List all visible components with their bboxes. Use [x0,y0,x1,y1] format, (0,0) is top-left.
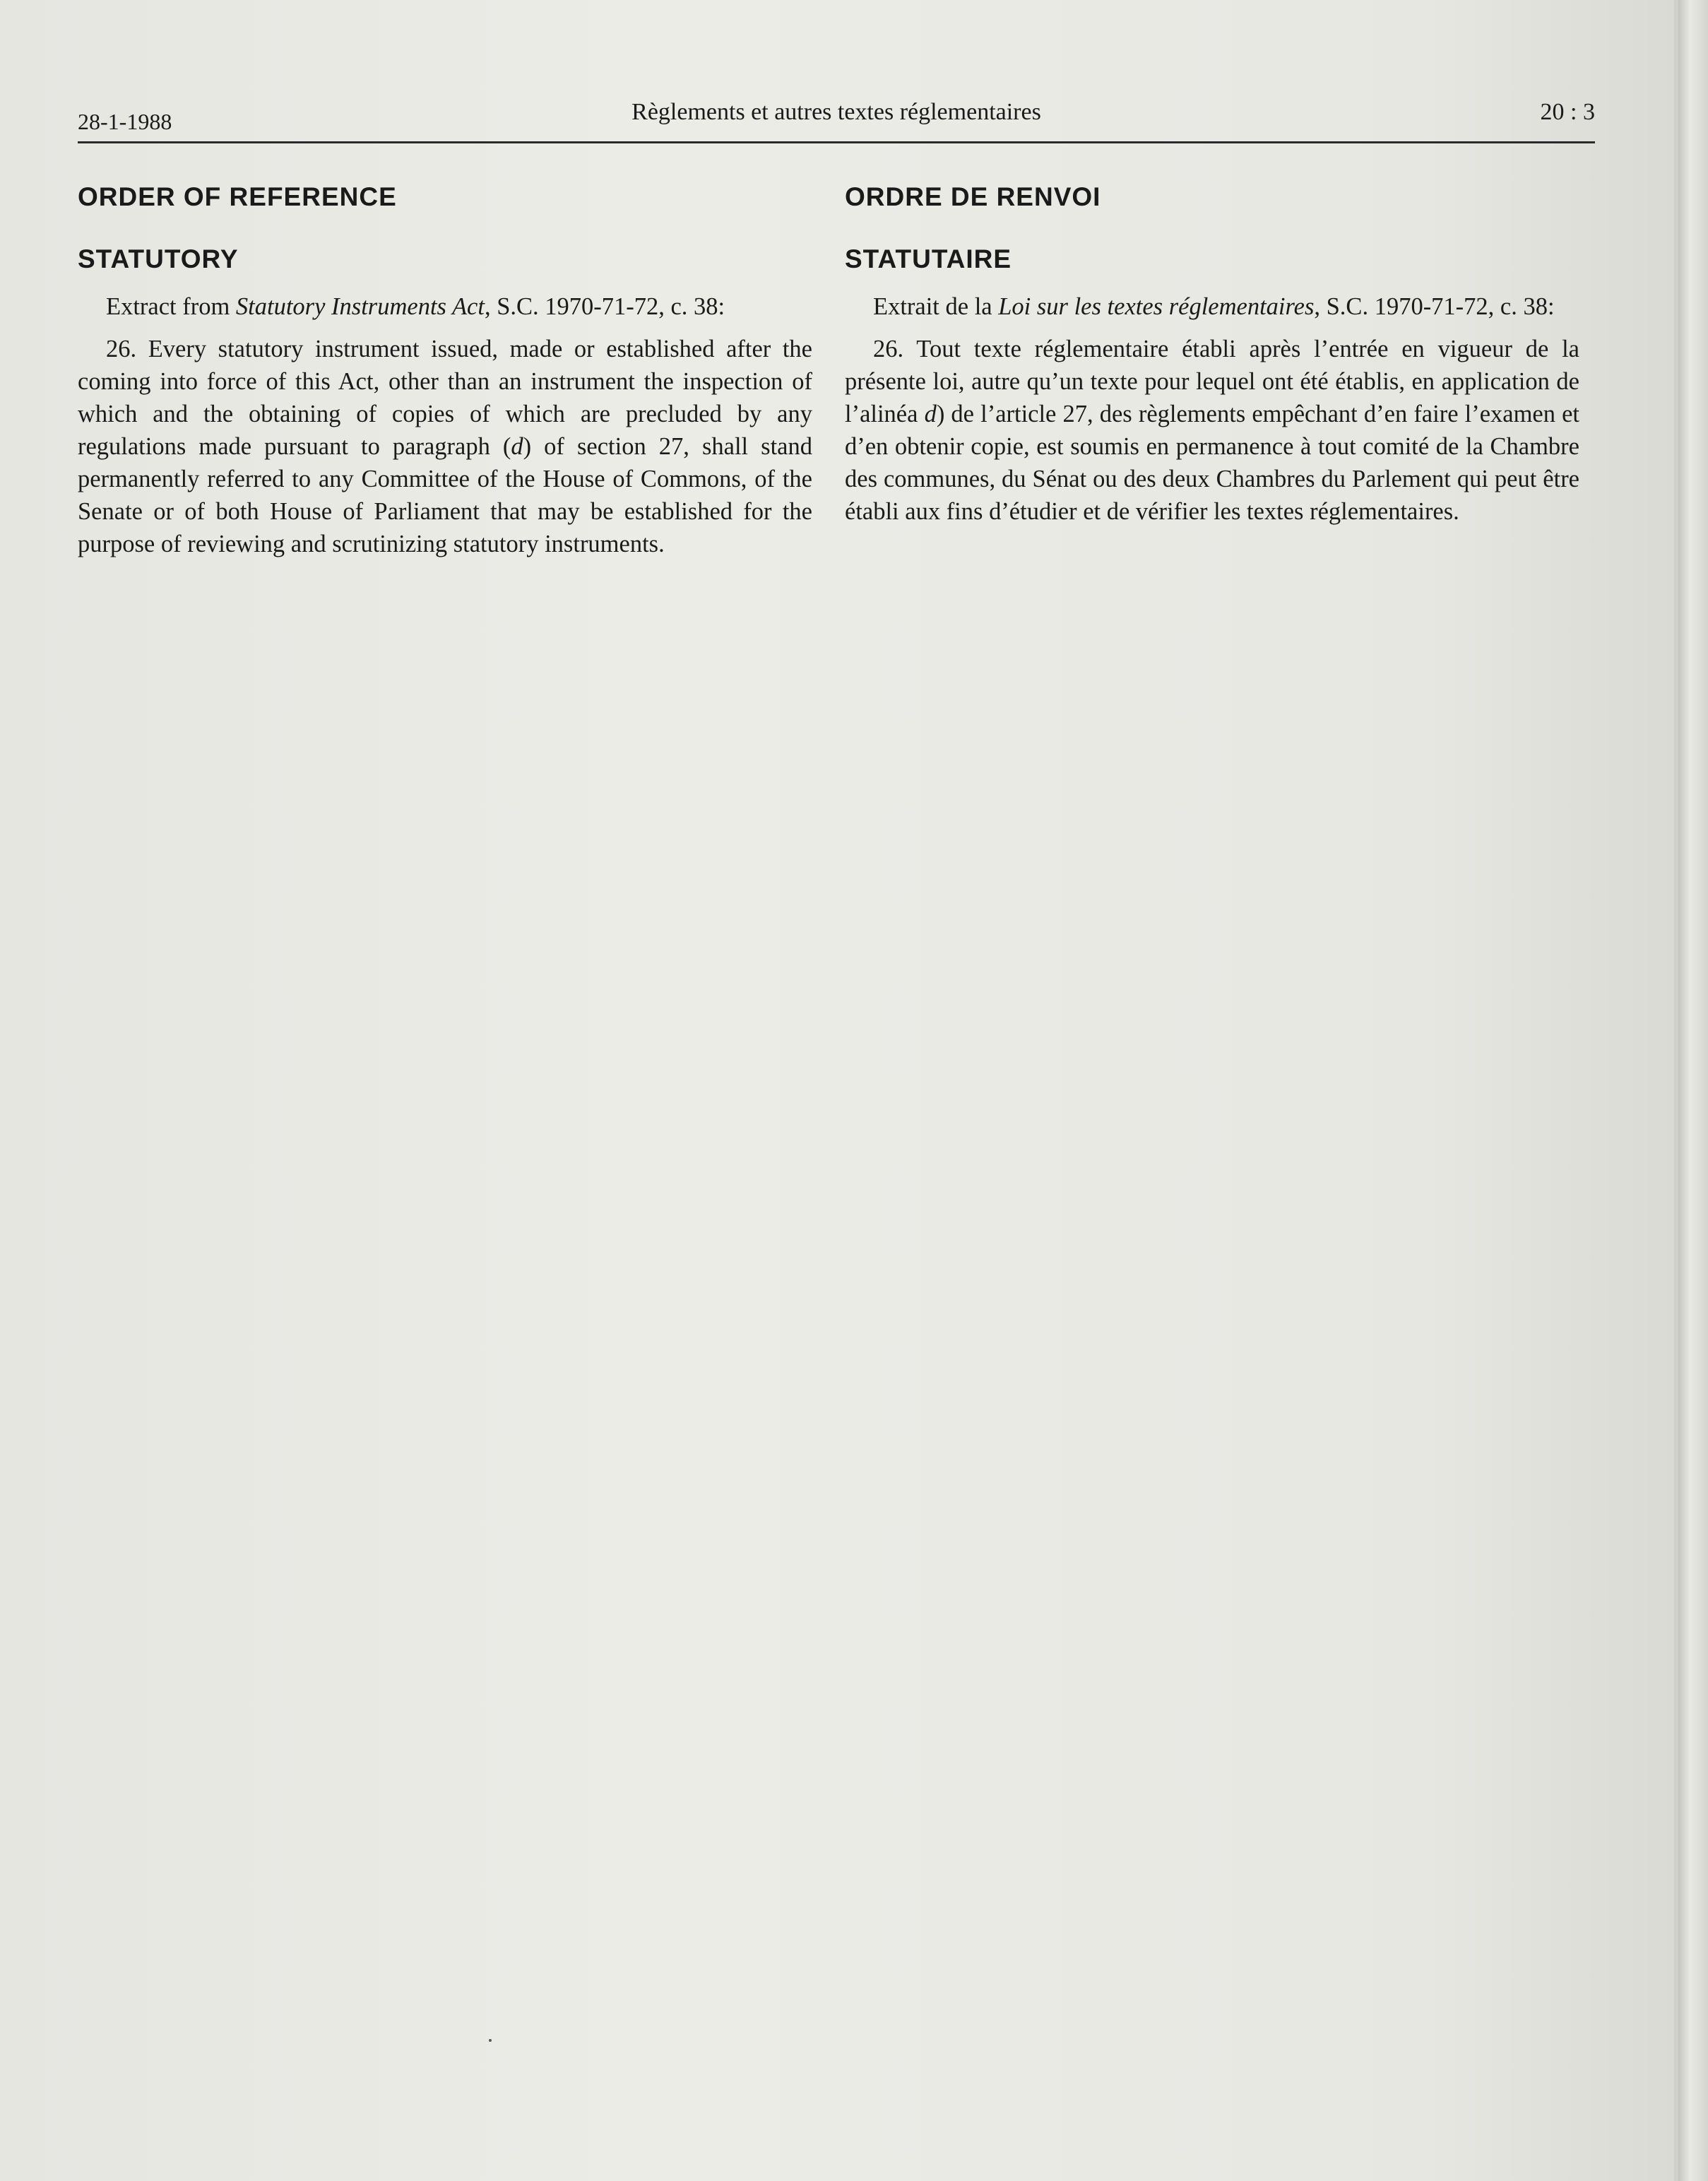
paragraph-letter: d [511,433,523,460]
header-date: 28-1-1988 [78,109,172,134]
extrait-line [845,290,1579,323]
statutaire-heading: STATUTAIRE [845,244,1012,273]
extrait-text: Extrait de la [873,293,999,320]
loi-title: Loi sur les textes réglementaires [998,293,1315,320]
article-26-text [845,333,1579,528]
section-26-part2: ) of section 27, shall stand permanently referred to any Committee of the House of Commons, of the Senate or of both House of Parliament that may be established for the purpose of reviewing and scrutinizing statutory instruments. [78,433,812,557]
header-title: Règlements et autres textes réglementaires [631,99,1041,125]
alinea-letter: d [924,401,937,427]
statutory-heading: STATUTORY [78,244,239,273]
bleed-through-right [848,622,1582,1964]
order-of-reference-heading: ORDER OF REFERENCE [78,182,397,211]
page-edge [1678,0,1708,2181]
extract-text: Extract from [106,293,236,320]
article-26-part2: ) de l’article 27, des règlements empêchant d’en faire l’examen et d’en obtenir copie, est soumis en permanence à tout comité de la Chambre des communes, du Sénat ou des deux Chambres du Parlement qui peut être établi aux fins d’étudier et de vérifier les textes réglementaires. [845,401,1579,525]
extrait-citation: , S.C. 1970-71-72, c. 38: [1314,293,1555,320]
extract-line [78,290,812,323]
extract-citation: , S.C. 1970-71-72, c. 38: [484,293,725,320]
running-header [78,99,1595,143]
header-page-number: 20 : 3 [1540,99,1595,125]
ordre-de-renvoi-heading: ORDRE DE RENVOI [845,182,1101,211]
bleed-through-left [78,586,812,1999]
section-26-text [78,333,812,560]
act-title: Statutory Instruments Act [235,293,485,320]
article-26-part1: 26. Tout texte réglementaire établi après l’entrée en vigueur de la présente loi, autre qu’un texte pour lequel ont été établis, en application de l’alinéa [845,336,1579,427]
french-column [845,180,1579,528]
english-column [78,180,812,560]
section-26-part1: 26. Every statutory instrument issued, made or established after the coming into force of this Act, other than an instrument the inspection of which and the obtaining of copies of which are precluded by any regulations made pursuant to paragraph ( [78,336,812,460]
stray-mark [489,2039,492,2042]
